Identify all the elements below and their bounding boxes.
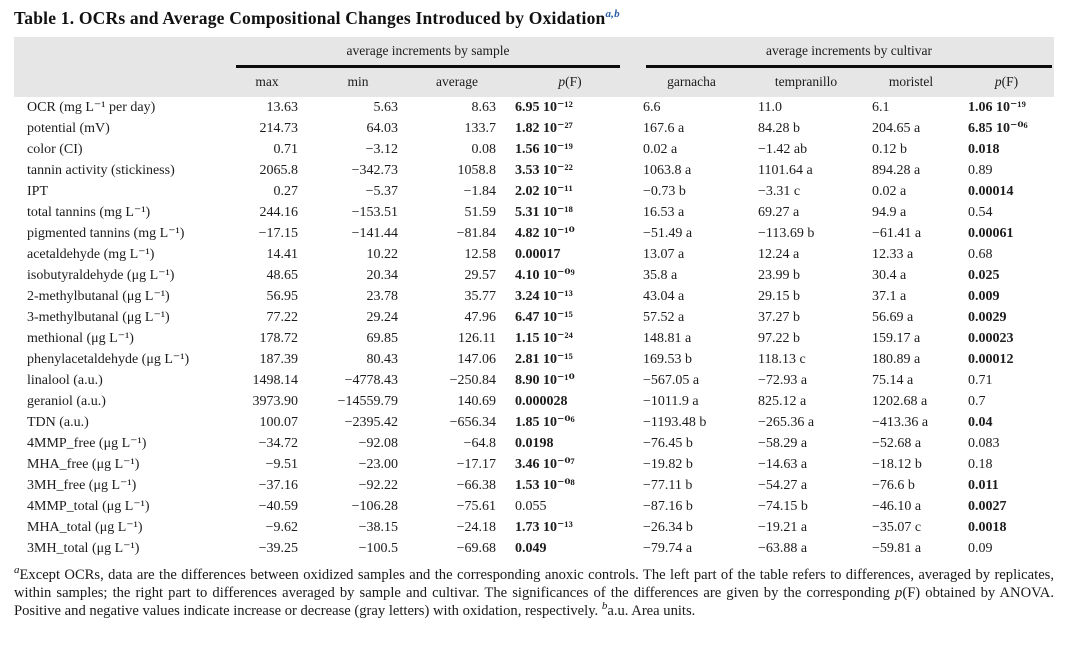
cell-tempranillo: −54.27 a: [758, 478, 808, 493]
cell-min: −106.28: [351, 499, 398, 514]
cell-tempranillo: −1.42 ab: [758, 142, 808, 157]
cell-moristel: −18.12 b: [872, 457, 922, 472]
cell-max: 244.16: [259, 205, 298, 220]
cell-min: 69.85: [366, 331, 398, 346]
header-group-cultivar-label: average increments by cultivar: [646, 41, 1052, 68]
cell-max: −17.15: [258, 226, 298, 241]
cell-row-label: 2-methylbutanal (μg L⁻¹): [27, 289, 170, 304]
cell-pf-cultivar: 0.00014: [968, 184, 1014, 199]
cell-row-label: tannin activity (stickiness): [27, 163, 175, 178]
cell-moristel: 94.9 a: [872, 205, 907, 220]
cell-average: 35.77: [464, 289, 496, 304]
pf-italic-p: p: [558, 74, 566, 89]
cell-garnacha: 148.81 a: [643, 331, 692, 346]
cell-pf-sample: 8.90 10⁻¹⁰: [515, 373, 575, 388]
table-row: [14, 181, 1054, 202]
cell-tempranillo: −14.63 a: [758, 457, 808, 472]
cell-pf-sample: 1.53 10⁻⁰⁸: [515, 478, 575, 493]
cell-pf-sample: 3.53 10⁻²²: [515, 163, 573, 178]
table-title: [14, 8, 1067, 29]
header-empty-cell: [14, 68, 226, 97]
cell-min: −5.37: [365, 184, 398, 199]
cell-garnacha: −51.49 a: [643, 226, 693, 241]
cell-min: −153.51: [351, 205, 398, 220]
cell-pf-sample: 1.82 10⁻²⁷: [515, 121, 573, 136]
cell-pf-cultivar: 6.85 10⁻⁰⁶: [968, 121, 1028, 136]
footnote-text-b: a.u. Area units.: [607, 603, 696, 620]
cell-average: −66.38: [456, 478, 496, 493]
cell-tempranillo: 84.28 b: [758, 121, 800, 136]
cell-tempranillo: −3.31 c: [758, 184, 801, 199]
cell-tempranillo: 23.99 b: [758, 268, 800, 283]
table-row: [14, 139, 1054, 160]
cell-average: −1.84: [463, 184, 496, 199]
cell-average: 47.96: [464, 310, 496, 325]
cell-garnacha: −76.45 b: [643, 436, 693, 451]
cell-pf-cultivar: 1.06 10⁻¹⁹: [968, 100, 1026, 115]
cell-max: −34.72: [258, 436, 298, 451]
header-group-sample: [226, 37, 634, 68]
cell-row-label: methional (μg L⁻¹): [27, 331, 134, 346]
cell-row-label: OCR (mg L⁻¹ per day): [27, 100, 156, 115]
cell-pf-cultivar: 0.0018: [968, 520, 1007, 535]
footnote-marker-b: b: [601, 600, 608, 613]
pf-italic-p: p: [994, 74, 1002, 89]
cell-max: 214.73: [259, 121, 298, 136]
data-table: [14, 37, 1054, 559]
cell-max: −9.62: [265, 520, 298, 535]
cell-average: 0.08: [471, 142, 496, 157]
cell-max: 48.65: [266, 268, 298, 283]
table-row: [14, 202, 1054, 223]
cell-pf-sample: 3.46 10⁻⁰⁷: [515, 457, 575, 472]
cell-garnacha: −77.11 b: [643, 478, 693, 493]
cell-max: 2065.8: [259, 163, 298, 178]
cell-max: 100.07: [259, 415, 298, 430]
cell-pf-cultivar: 0.68: [968, 247, 993, 262]
cell-moristel: 6.1: [872, 100, 890, 115]
cell-row-label: MHA_free (μg L⁻¹): [27, 457, 140, 472]
footnote-text-a2: (F) obtained by ANOVA. Positive and negative values indicate increase or decrease (gray letters) with oxidation, respectively.: [14, 585, 1054, 620]
cell-moristel: 0.02 a: [872, 184, 907, 199]
cell-pf-sample: 0.055: [515, 499, 547, 514]
table-row: [14, 475, 1054, 496]
table-row: [14, 223, 1054, 244]
col-header-average: average: [408, 68, 506, 97]
cell-pf-cultivar: 0.18: [968, 457, 993, 472]
cell-pf-cultivar: 0.54: [968, 205, 993, 220]
cell-min: −342.73: [351, 163, 398, 178]
cell-row-label: MHA_total (μg L⁻¹): [27, 520, 143, 535]
cell-min: −2395.42: [344, 415, 398, 430]
cell-garnacha: 0.02 a: [643, 142, 678, 157]
cell-garnacha: 16.53 a: [643, 205, 685, 220]
cell-min: −38.15: [358, 520, 398, 535]
header-group-row: [14, 37, 1054, 68]
cell-garnacha: −0.73 b: [643, 184, 686, 199]
cell-max: 0.27: [273, 184, 298, 199]
cell-max: 187.39: [259, 352, 298, 367]
cell-pf-sample: 1.56 10⁻¹⁹: [515, 142, 573, 157]
cell-garnacha: 13.07 a: [643, 247, 685, 262]
cell-average: −75.61: [456, 499, 496, 514]
cell-average: −24.18: [456, 520, 496, 535]
table-row: [14, 244, 1054, 265]
cell-min: 64.03: [366, 121, 398, 136]
cell-moristel: 894.28 a: [872, 163, 921, 178]
cell-moristel: 30.4 a: [872, 268, 907, 283]
cell-pf-sample: 2.02 10⁻¹¹: [515, 184, 573, 199]
cell-moristel: −35.07 c: [872, 520, 922, 535]
cell-max: 13.63: [266, 100, 298, 115]
cell-pf-sample: 5.31 10⁻¹⁸: [515, 205, 573, 220]
cell-garnacha: 1063.8 a: [643, 163, 692, 178]
footnote-text-a1: Except OCRs, data are the differences between oxidized samples and the corresponding anoxic controls. The left part of the table refers to differences, averaged by replicates, within samples; the right part to differences averaged by sample and cultivar. The significances of the differences are given by the corresponding: [14, 567, 1054, 602]
cell-tempranillo: −58.29 a: [758, 436, 808, 451]
cell-row-label: 3MH_free (μg L⁻¹): [27, 478, 137, 493]
cell-moristel: −52.68 a: [872, 436, 922, 451]
cell-average: −656.34: [449, 415, 496, 430]
pf-rest: (F): [565, 74, 582, 89]
cell-moristel: 0.12 b: [872, 142, 907, 157]
cell-average: 51.59: [464, 205, 496, 220]
cell-pf-cultivar: 0.011: [968, 478, 999, 493]
cell-min: 5.63: [373, 100, 398, 115]
cell-moristel: −76.6 b: [872, 478, 915, 493]
cell-tempranillo: 12.24 a: [758, 247, 800, 262]
cell-max: 1498.14: [252, 373, 298, 388]
col-header-pf-sample: [506, 68, 634, 97]
cell-average: 140.69: [457, 394, 496, 409]
col-header-min: min: [308, 68, 408, 97]
cell-pf-sample: 6.47 10⁻¹⁵: [515, 310, 573, 325]
table-row: [14, 370, 1054, 391]
cell-pf-sample: 0.00017: [515, 247, 561, 262]
col-header-garnacha: garnacha: [634, 68, 749, 97]
cell-garnacha: 169.53 b: [643, 352, 692, 367]
cell-pf-sample: 3.24 10⁻¹³: [515, 289, 573, 304]
cell-tempranillo: 29.15 b: [758, 289, 800, 304]
cell-garnacha: 57.52 a: [643, 310, 685, 325]
header-corner-cell: [14, 37, 226, 68]
cell-max: −37.16: [258, 478, 298, 493]
table-row: [14, 433, 1054, 454]
cell-tempranillo: 69.27 a: [758, 205, 800, 220]
pf-rest: (F): [1001, 74, 1019, 89]
cell-moristel: 12.33 a: [872, 247, 914, 262]
cell-moristel: −61.41 a: [872, 226, 922, 241]
cell-tempranillo: 11.0: [758, 100, 782, 115]
cell-row-label: TDN (a.u.): [27, 415, 89, 430]
table-title-text: Table 1. OCRs and Average Compositional Changes Introduced by Oxidation: [14, 8, 606, 28]
cell-pf-cultivar: 0.09: [968, 541, 993, 556]
cell-average: 1058.8: [457, 163, 496, 178]
cell-pf-sample: 1.85 10⁻⁰⁶: [515, 415, 575, 430]
cell-min: −4778.43: [344, 373, 398, 388]
cell-pf-cultivar: 0.00061: [968, 226, 1014, 241]
cell-tempranillo: 825.12 a: [758, 394, 807, 409]
cell-garnacha: −1193.48 b: [643, 415, 707, 430]
cell-row-label: acetaldehyde (mg L⁻¹): [27, 247, 155, 262]
cell-max: −9.51: [265, 457, 298, 472]
table-row: [14, 118, 1054, 139]
cell-garnacha: 167.6 a: [643, 121, 685, 136]
cell-min: −100.5: [358, 541, 398, 556]
cell-row-label: 4MMP_free (μg L⁻¹): [27, 436, 147, 451]
cell-min: −92.22: [358, 478, 398, 493]
cell-tempranillo: 97.22 b: [758, 331, 800, 346]
cell-max: 14.41: [266, 247, 298, 262]
cell-garnacha: 6.6: [643, 100, 661, 115]
footnote-marker-a: a: [14, 564, 20, 577]
cell-row-label: total tannins (mg L⁻¹): [27, 205, 151, 220]
cell-tempranillo: −19.21 a: [758, 520, 808, 535]
cell-moristel: −59.81 a: [872, 541, 922, 556]
cell-min: −141.44: [351, 226, 398, 241]
cell-pf-cultivar: 0.018: [968, 142, 1000, 157]
cell-pf-sample: 0.0198: [515, 436, 554, 451]
cell-row-label: potential (mV): [27, 121, 110, 136]
cell-max: 56.95: [266, 289, 298, 304]
cell-pf-cultivar: 0.0027: [968, 499, 1007, 514]
cell-tempranillo: −265.36 a: [758, 415, 815, 430]
cell-row-label: color (CI): [27, 142, 83, 157]
cell-average: −17.17: [456, 457, 496, 472]
cell-average: 133.7: [464, 121, 496, 136]
cell-row-label: pigmented tannins (mg L⁻¹): [27, 226, 185, 241]
cell-row-label: 3MH_total (μg L⁻¹): [27, 541, 140, 556]
cell-garnacha: 35.8 a: [643, 268, 678, 283]
cell-pf-cultivar: 0.71: [968, 373, 993, 388]
col-header-max: max: [226, 68, 308, 97]
cell-min: −23.00: [358, 457, 398, 472]
cell-average: −81.84: [456, 226, 496, 241]
cell-moristel: −46.10 a: [872, 499, 922, 514]
cell-min: 29.24: [366, 310, 398, 325]
cell-tempranillo: 1101.64 a: [758, 163, 813, 178]
cell-garnacha: −567.05 a: [643, 373, 700, 388]
cell-pf-cultivar: 0.89: [968, 163, 993, 178]
cell-max: 0.71: [273, 142, 298, 157]
cell-moristel: 159.17 a: [872, 331, 921, 346]
table-row: [14, 538, 1054, 559]
table-row: [14, 160, 1054, 181]
cell-max: 77.22: [266, 310, 298, 325]
cell-pf-sample: 4.10 10⁻⁰⁹: [515, 268, 575, 283]
table-row: [14, 307, 1054, 328]
cell-max: 3973.90: [252, 394, 298, 409]
header-columns-row: [14, 68, 1054, 97]
cell-average: 12.58: [464, 247, 496, 262]
table-row: [14, 412, 1054, 433]
table-row: [14, 97, 1054, 118]
cell-pf-sample: 1.15 10⁻²⁴: [515, 331, 573, 346]
cell-min: 10.22: [366, 247, 398, 262]
cell-pf-cultivar: 0.0029: [968, 310, 1007, 325]
table-row: [14, 349, 1054, 370]
cell-min: −14559.79: [337, 394, 398, 409]
cell-moristel: 1202.68 a: [872, 394, 928, 409]
col-header-pf-cultivar: [959, 68, 1054, 97]
cell-pf-sample: 4.82 10⁻¹⁰: [515, 226, 575, 241]
table-footnote: [14, 566, 1054, 620]
cell-row-label: geraniol (a.u.): [27, 394, 106, 409]
cell-average: 147.06: [457, 352, 496, 367]
cell-moristel: 180.89 a: [872, 352, 921, 367]
cell-tempranillo: 37.27 b: [758, 310, 800, 325]
cell-moristel: −413.36 a: [872, 415, 929, 430]
cell-average: −64.8: [463, 436, 496, 451]
cell-pf-cultivar: 0.7: [968, 394, 986, 409]
cell-tempranillo: −113.69 b: [758, 226, 815, 241]
table-title-footnote-marker: a,b: [605, 8, 620, 21]
cell-max: 178.72: [259, 331, 298, 346]
cell-max: −39.25: [258, 541, 298, 556]
cell-tempranillo: 118.13 c: [758, 352, 806, 367]
cell-tempranillo: −63.88 a: [758, 541, 808, 556]
cell-tempranillo: −74.15 b: [758, 499, 808, 514]
cell-pf-sample: 0.049: [515, 541, 547, 556]
cell-min: 23.78: [366, 289, 398, 304]
col-header-moristel: moristel: [863, 68, 959, 97]
col-header-tempranillo: tempranillo: [749, 68, 863, 97]
table-row: [14, 496, 1054, 517]
cell-moristel: 75.14 a: [872, 373, 914, 388]
cell-min: 80.43: [366, 352, 398, 367]
cell-pf-sample: 2.81 10⁻¹⁵: [515, 352, 573, 367]
cell-min: 20.34: [366, 268, 398, 283]
table-row: [14, 517, 1054, 538]
cell-garnacha: 43.04 a: [643, 289, 685, 304]
cell-moristel: 204.65 a: [872, 121, 921, 136]
cell-row-label: 4MMP_total (μg L⁻¹): [27, 499, 150, 514]
table-header: [14, 37, 1054, 97]
cell-max: −40.59: [258, 499, 298, 514]
cell-pf-sample: 0.000028: [515, 394, 568, 409]
cell-row-label: isobutyraldehyde (μg L⁻¹): [27, 268, 175, 283]
cell-moristel: 37.1 a: [872, 289, 907, 304]
cell-row-label: linalool (a.u.): [27, 373, 103, 388]
cell-garnacha: −26.34 b: [643, 520, 693, 535]
cell-pf-cultivar: 0.025: [968, 268, 1000, 283]
cell-average: −250.84: [449, 373, 496, 388]
cell-pf-sample: 1.73 10⁻¹³: [515, 520, 573, 535]
header-group-cultivar: [634, 37, 1054, 68]
header-group-sample-label: average increments by sample: [236, 41, 620, 68]
footnote-pf-italic: p: [895, 585, 903, 602]
cell-garnacha: −79.74 a: [643, 541, 693, 556]
cell-pf-cultivar: 0.009: [968, 289, 1000, 304]
cell-average: −69.68: [456, 541, 496, 556]
table-row: [14, 391, 1054, 412]
table-body: [14, 97, 1054, 559]
cell-pf-cultivar: 0.00012: [968, 352, 1014, 367]
cell-min: −3.12: [365, 142, 398, 157]
cell-average: 126.11: [458, 331, 496, 346]
cell-garnacha: −1011.9 a: [643, 394, 699, 409]
table-row: [14, 265, 1054, 286]
cell-moristel: 56.69 a: [872, 310, 914, 325]
cell-pf-sample: 6.95 10⁻¹²: [515, 100, 573, 115]
cell-pf-cultivar: 0.083: [968, 436, 1000, 451]
cell-row-label: 3-methylbutanal (μg L⁻¹): [27, 310, 170, 325]
cell-row-label: phenylacetaldehyde (μg L⁻¹): [27, 352, 190, 367]
table-row: [14, 454, 1054, 475]
cell-pf-cultivar: 0.04: [968, 415, 993, 430]
cell-row-label: IPT: [27, 184, 48, 199]
cell-tempranillo: −72.93 a: [758, 373, 808, 388]
cell-average: 29.57: [464, 268, 496, 283]
cell-pf-cultivar: 0.00023: [968, 331, 1014, 346]
table-row: [14, 286, 1054, 307]
cell-average: 8.63: [471, 100, 496, 115]
cell-min: −92.08: [358, 436, 398, 451]
cell-garnacha: −19.82 b: [643, 457, 693, 472]
table-row: [14, 328, 1054, 349]
cell-garnacha: −87.16 b: [643, 499, 693, 514]
